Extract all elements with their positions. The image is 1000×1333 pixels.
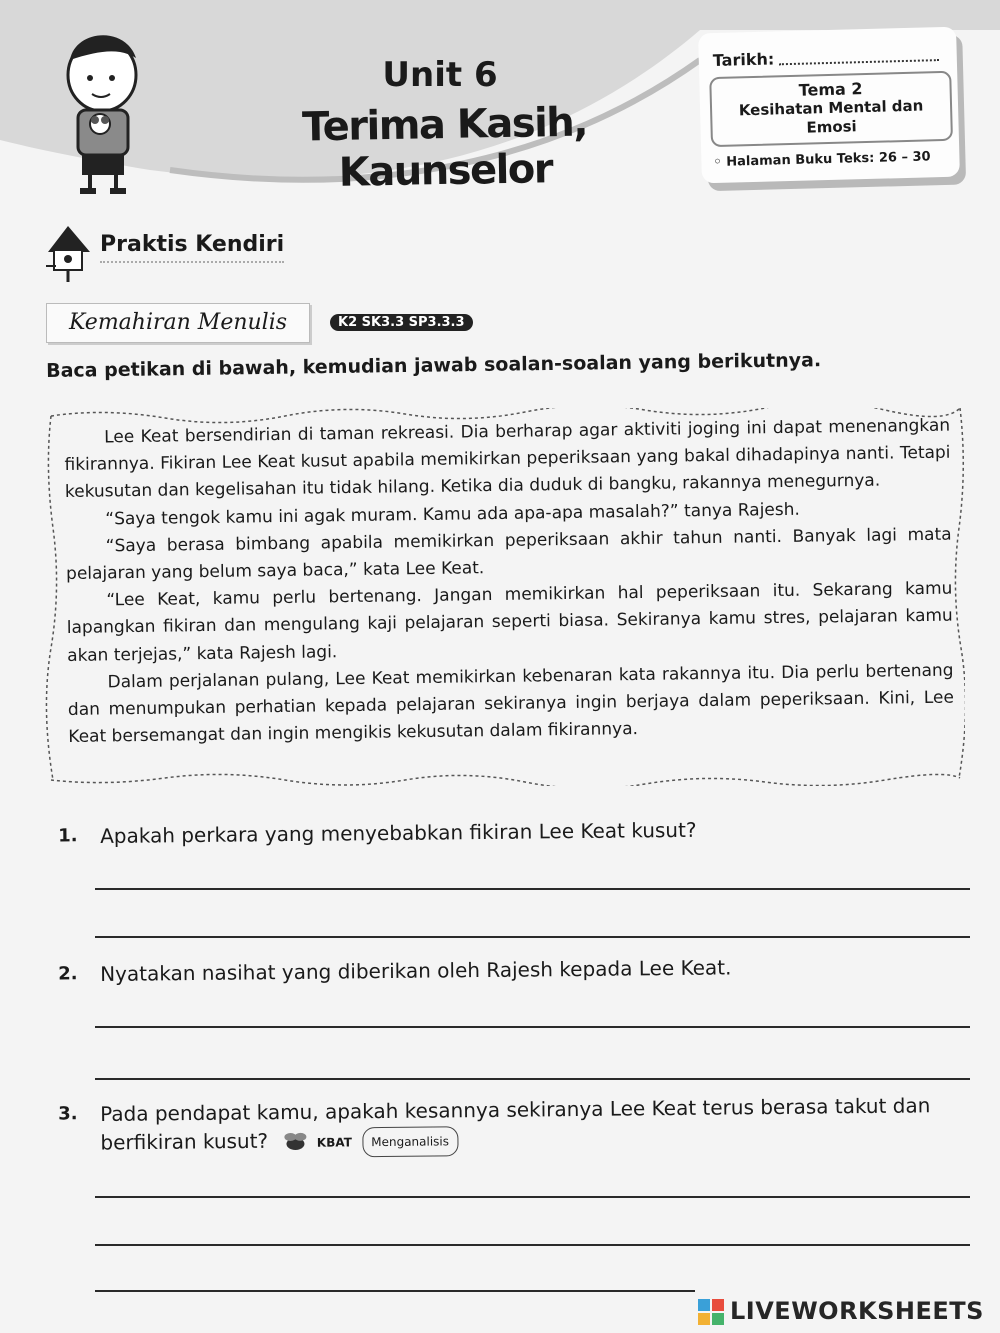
boy-illustration [40, 20, 170, 195]
question-text: Pada pendapat kamu, apakah kesannya sekiranya Lee Keat terus berasa takut dan berfikiran kusut? [100, 1093, 931, 1155]
section-title: Praktis Kendiri [100, 232, 284, 263]
liveworksheets-logo-icon [698, 1299, 724, 1325]
lesson-info-box [698, 27, 960, 184]
kbat-tag [280, 1124, 458, 1158]
skill-heading: Kemahiran Menulis [46, 303, 310, 343]
question-2 [58, 953, 732, 988]
bee-icon [280, 1130, 310, 1152]
reading-passage [64, 413, 954, 752]
passage-paragraph: “Saya berasa bimbang apabila memikirkan peperiksaan akhir tahun nanti. Banyak lagi mata pelajaran yang belum saya baca,” kata Lee Keat. [65, 524, 952, 585]
question-text: Nyatakan nasihat yang diberikan oleh Rajesh kepada Lee Keat. [100, 955, 732, 986]
textbook-pages-text: Halaman Buku Teks: 26 – 30 [726, 149, 931, 170]
theme-label: Tema 2 [798, 79, 863, 100]
answer-line[interactable] [95, 1244, 970, 1246]
answer-line[interactable] [95, 936, 970, 938]
unit-number: Unit 6 [382, 55, 498, 95]
date-label: Tarikh: [712, 49, 775, 71]
question-number: 1. [58, 825, 78, 847]
passage-paragraph: “Saya tengok kamu ini agak muram. Kamu ada apa-apa masalah?” tanya Rajesh. [105, 499, 800, 530]
answer-line[interactable] [95, 1290, 695, 1292]
question-1 [58, 816, 697, 850]
answer-line[interactable] [95, 1078, 970, 1080]
curriculum-code-badge: K2 SK3.3 SP3.3.3 [330, 314, 473, 331]
date-field-line [779, 59, 939, 65]
watermark [698, 1295, 998, 1329]
kbat-skill: Menganalisis [362, 1126, 458, 1157]
watermark-text: LIVEWORKSHEETS [730, 1297, 984, 1325]
question-number: 2. [58, 963, 78, 985]
question-text: Apakah perkara yang menyebabkan fikiran Lee Keat kusut? [100, 817, 697, 848]
theme-box [709, 71, 953, 147]
answer-line[interactable] [95, 1026, 970, 1028]
kbat-label: KBAT [316, 1135, 352, 1150]
answer-line[interactable] [95, 1196, 970, 1198]
passage-paragraph: “Lee Keat, kamu perlu bertenang. Jangan memikirkan hal peperiksaan itu. Sekarang kamu lapangkan fikiran dan mengulang kaji pelajaran seperti biasa. Sekiranya kamu stres, pelajaran kamu akan terjejas,” kata Rajesh lagi. [66, 578, 953, 666]
question-number: 3. [58, 1103, 78, 1125]
passage-paragraph: Dalam perjalanan pulang, Lee Keat memikirkan kebenaran kata rakannya itu. Dia perlu bertenang dan menumpukan perhatian kepada pelajaran sekiranya ingin berjaya dalam peperiksaan. Kini, Lee Keat bersemangat dan ingin mengikis kekusutan dalam fikirannya. [67, 660, 955, 748]
page-title: Terima Kasih, Kaunselor [301, 99, 588, 196]
answer-line[interactable] [95, 888, 970, 890]
theme-topic: Kesihatan Mental dan Emosi [738, 96, 924, 137]
textbook-pages: ◦ Halaman Buku Teks: 26 – 30 [713, 149, 931, 171]
passage-paragraph: Lee Keat bersendirian di taman rekreasi. Dia berharap agar aktiviti joging ini dapat menenangkan fikirannya. Fikiran Lee Keat kusut apabila memikirkan peperiksaan yang bakal dihadapinya nanti. Tetapi kekusutan dan kegelisahan itu tidak hilang. Ketika dia duduk di bangku, rakannya menegurnya. [64, 415, 951, 503]
birdhouse-icon [42, 222, 94, 282]
instruction-text: Baca petikan di bawah, kemudian jawab soalan-soalan yang berikutnya. [46, 349, 822, 382]
question-3 [58, 1091, 971, 1160]
